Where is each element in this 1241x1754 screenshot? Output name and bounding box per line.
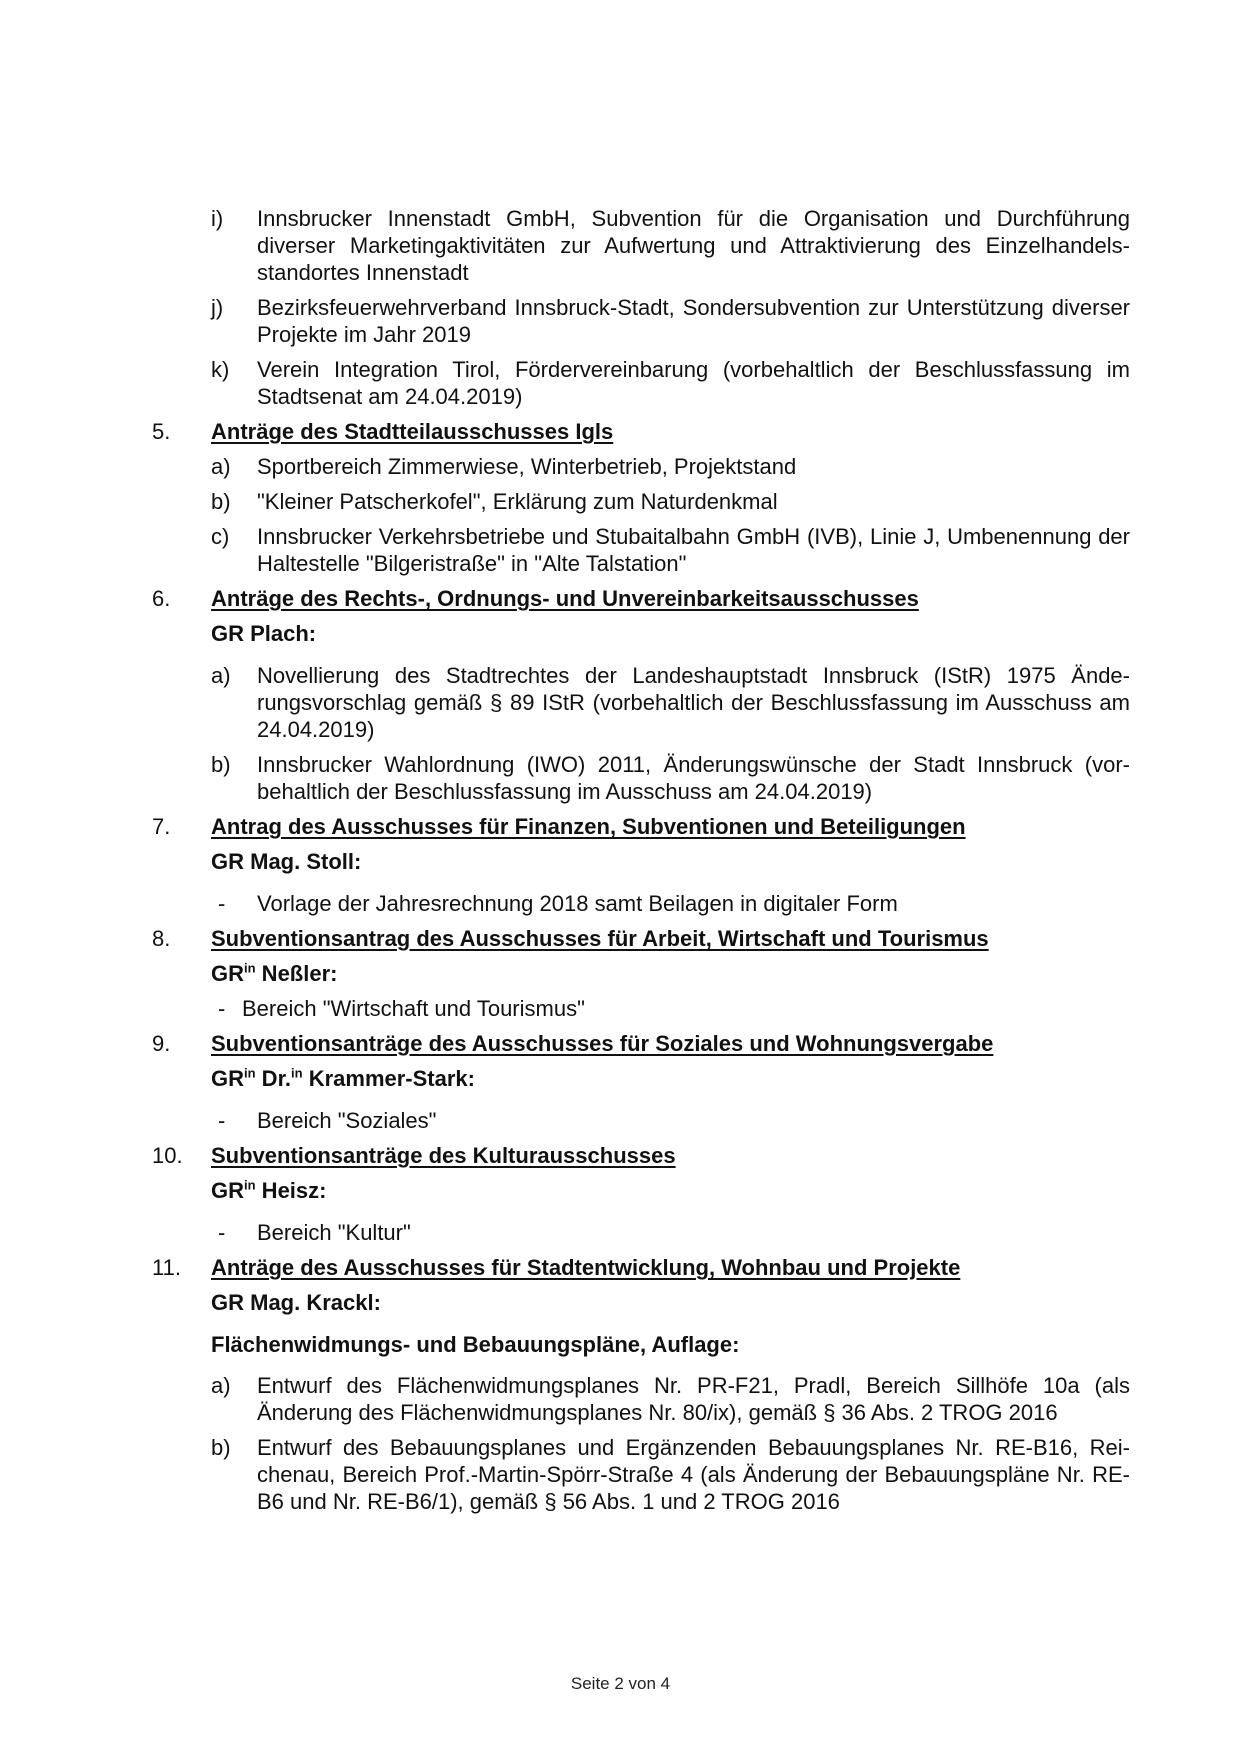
item-text: Bereich "Kultur": [257, 1220, 411, 1245]
speaker-title: GR: [211, 1066, 244, 1091]
list-item: [152, 453, 1130, 480]
speaker-surname: Krammer-Stark:: [302, 1066, 475, 1091]
speaker-name: [152, 1065, 1130, 1092]
item-text: Entwurf des Bebauungsplanes und Ergänzenden Bebauungsplanes Nr. RE-B16, Reichenau, Bereich Prof.-Martin-Spörr-Straße 4 (als Änderung der Bebauungspläne Nr. RE-B6 und Nr. RE-B6/1), gemäß § 56 Abs. 1 und 2 TROG 2016: [257, 1435, 1130, 1514]
speaker-name: GR Mag. Stoll:: [211, 849, 362, 874]
list-item: [152, 488, 1130, 515]
item-label: b): [211, 752, 231, 777]
section-number: 10.: [152, 1143, 183, 1168]
section-heading: [152, 813, 1130, 840]
list-item: [152, 890, 1130, 917]
section-title: Subventionsanträge des Ausschusses für Soziales und Wohnungsvergabe: [211, 1031, 994, 1056]
section-number: 7.: [152, 814, 171, 839]
speaker-title-suffix: in: [244, 1065, 256, 1081]
item-text: Bereich "Soziales": [257, 1108, 437, 1133]
list-item: [152, 1434, 1130, 1515]
section-number: 11.: [152, 1255, 181, 1280]
speaker-title-suffix: in: [244, 1177, 256, 1193]
section-title: Subventionsanträge des Kulturausschusses: [211, 1143, 676, 1168]
section-heading: [152, 1254, 1130, 1281]
speaker-name: [152, 1177, 1130, 1204]
list-item: [152, 356, 1130, 410]
section-heading: [152, 418, 1130, 445]
item-label: i): [211, 206, 224, 231]
item-text: Bereich "Wirtschaft und Tourismus": [242, 996, 585, 1021]
page-footer: Seite 2 von 4: [570, 1674, 671, 1693]
item-text: "Kleiner Patscherkofel", Erklärung zum Naturdenkmal: [257, 489, 778, 514]
subheading: Flächenwidmungs- und Bebauungspläne, Auflage:: [211, 1332, 740, 1357]
dash-bullet: -: [218, 1220, 226, 1245]
list-item: [152, 995, 1130, 1022]
item-text: Vorlage der Jahresrechnung 2018 samt Beilagen in digitaler Form: [257, 891, 898, 916]
item-label: a): [211, 1373, 231, 1398]
speaker-title: GR: [211, 961, 244, 986]
section-number: 6.: [152, 586, 171, 611]
speaker-name: [152, 960, 1130, 987]
section-number: 8.: [152, 926, 171, 951]
item-text: Sportbereich Zimmerwiese, Winterbetrieb, Projektstand: [257, 454, 797, 479]
dash-bullet: -: [218, 1108, 226, 1133]
section-heading: [152, 1142, 1130, 1169]
section-number: 9.: [152, 1031, 171, 1056]
list-item: [152, 751, 1130, 805]
item-text: Innsbrucker Verkehrsbetriebe und Stubaitalbahn GmbH (IVB), Linie J, Umbenennung der Haltestelle "Bilgeristraße" in "Alte Talstation": [257, 524, 1130, 576]
speaker-title: GR: [211, 1178, 244, 1203]
agenda-list: [152, 205, 1130, 1523]
speaker-degree-suffix: in: [291, 1065, 303, 1081]
section-title: Anträge des Rechts-, Ordnungs- und Unvereinbarkeitsausschusses: [211, 586, 919, 611]
section-heading: [152, 585, 1130, 612]
item-label: j): [211, 295, 224, 320]
speaker-name: GR Mag. Krackl:: [211, 1290, 381, 1315]
list-item: [152, 1107, 1130, 1134]
section-title: Anträge des Ausschusses für Stadtentwicklung, Wohnbau und Projekte: [211, 1255, 961, 1280]
list-item: [152, 1219, 1130, 1246]
list-item: [152, 1372, 1130, 1426]
speaker-surname: Heisz:: [255, 1178, 327, 1203]
dash-bullet: -: [218, 996, 226, 1021]
speaker-name: GR Plach:: [211, 621, 317, 646]
list-item: [152, 294, 1130, 348]
section-title: Antrag des Ausschusses für Finanzen, Subventionen und Beteiligungen: [211, 814, 966, 839]
item-label: k): [211, 357, 230, 382]
item-label: c): [211, 524, 230, 549]
item-text: Verein Integration Tirol, Fördervereinbarung (vorbehaltlich der Beschlussfassung im Stadtsenat am 24.04.2019): [257, 357, 1130, 409]
section-heading: [152, 925, 1130, 952]
section-heading: [152, 1030, 1130, 1057]
item-text: Bezirksfeuerwehrverband Innsbruck-Stadt, Sondersubvention zur Unterstützung diverser Projekte im Jahr 2019: [257, 295, 1130, 347]
dash-bullet: -: [218, 891, 226, 916]
item-text: Novellierung des Stadtrechtes der Landeshauptstadt Innsbruck (IStR) 1975 Änderungsvorschlag gemäß § 89 IStR (vorbehaltlich der Beschlussfassung im Ausschuss am 24.04.2019): [257, 663, 1130, 742]
speaker-degree: Dr.: [255, 1066, 292, 1091]
section-title: Anträge des Stadtteilausschusses Igls: [211, 419, 614, 444]
speaker-surname: Neßler:: [255, 961, 338, 986]
item-text: Innsbrucker Innenstadt GmbH, Subvention für die Organisation und Durchführung diverser Marketingaktivitäten zur Aufwertung und Attraktivierung des Einzelhandelsstandortes Innenstadt: [257, 206, 1130, 285]
item-label: a): [211, 454, 231, 479]
section-number: 5.: [152, 419, 171, 444]
list-item: [152, 205, 1130, 286]
item-label: a): [211, 663, 231, 688]
item-label: b): [211, 489, 231, 514]
item-label: b): [211, 1435, 231, 1460]
list-item: [152, 662, 1130, 743]
list-item: [152, 523, 1130, 577]
item-text: Entwurf des Flächenwidmungsplanes Nr. PR-F21, Pradl, Bereich Sillhöfe 10a (als Änderung des Flächenwidmungsplanes Nr. 80/ix), gemäß § 36 Abs. 2 TROG 2016: [257, 1373, 1130, 1425]
speaker-title-suffix: in: [244, 960, 256, 976]
section-title: Subventionsantrag des Ausschusses für Arbeit, Wirtschaft und Tourismus: [211, 926, 989, 951]
item-text: Innsbrucker Wahlordnung (IWO) 2011, Änderungswünsche der Stadt Innsbruck (vorbehaltlich der Beschlussfassung im Ausschuss am 24.04.2019): [257, 752, 1130, 804]
